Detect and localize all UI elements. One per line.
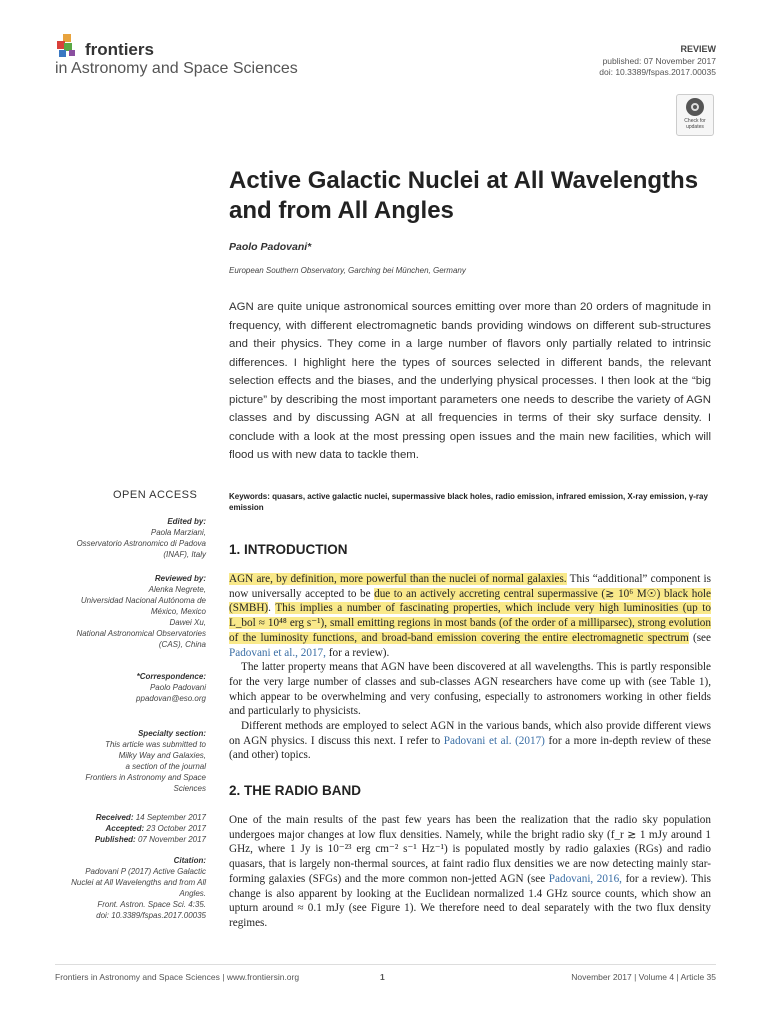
text-run: . (268, 602, 276, 615)
footer-journal[interactable]: Frontiers in Astronomy and Space Sciences | www.frontiersin.org (55, 972, 300, 982)
keywords-label: Keywords: (229, 492, 270, 501)
reviewer-line[interactable]: Dawei Xu, (169, 618, 206, 627)
published-date: published: 07 November 2017 (602, 56, 716, 66)
highlighted-text: due to an actively accreting central supermassive (≳ 10⁶ M☉) black hole (SMBH) (229, 587, 711, 615)
article-title: Active Galactic Nuclei at All Wavelengths and from All Angles (229, 167, 699, 224)
logo-wordmark[interactable]: frontiers (85, 40, 154, 59)
citation-link[interactable]: Padovani, 2016, (548, 872, 622, 885)
editor-line[interactable]: Paola Marziani, (150, 528, 206, 537)
journal-name: in Astronomy and Space Sciences (55, 60, 298, 77)
text-run: (see (688, 631, 711, 644)
edited-by-block (76, 516, 206, 560)
correspondence-block (136, 671, 206, 704)
dates-block (95, 812, 206, 845)
specialty-line: This article was submitted to (105, 740, 206, 749)
text-run: This “additional” component is now universally accepted to be (229, 573, 711, 600)
accepted-date: 23 October 2017 (146, 824, 206, 833)
citation-link[interactable]: Padovani et al., 2017, (229, 646, 326, 659)
specialty-label: Specialty section: (137, 729, 206, 738)
accepted-label: Accepted: (105, 824, 145, 833)
text-run: for a review). (325, 646, 390, 659)
specialty-block (85, 728, 206, 794)
intro-text (229, 572, 711, 763)
received-date: 14 September 2017 (135, 813, 206, 822)
page-number: 1 (380, 972, 385, 982)
highlighted-text: AGN are, by definition, more powerful than the nuclei of normal galaxies. (229, 573, 567, 585)
intro-paragraph (229, 572, 711, 660)
text-run: for a more in-depth review of these (and other) topics. (229, 734, 711, 762)
citation-line: Padovani P (2017) Active Galactic (85, 867, 206, 876)
citation-line: Front. Astron. Space Sci. 4:35. (97, 900, 206, 909)
intro-paragraph: The latter property means that AGN have been discovered at all wavelengths. This is partly responsible for the very large number of classes and sub-classes AGN researchers have come up with (see Table 1), which appear to be overwhelming and very confusing, especially to astronomers working in other fields and particularly to physicists. (229, 661, 711, 718)
published-label: Published: (94, 835, 136, 844)
intro-heading: 1. INTRODUCTION (229, 542, 348, 557)
footer-issue: November 2017 | Volume 4 | Article 35 (571, 972, 716, 982)
citation-line: Angles. (179, 889, 206, 898)
footer-divider (55, 964, 716, 965)
reviewed-by-block (76, 573, 206, 650)
abstract: AGN are quite unique astronomical sources emitting over more than 20 orders of magnitude in frequency, with different electromagnetic bands providing windows on different sub-structures and their physics. They come in a large number of flavors only partially related to intrinsic differences. I highlight here the types of sources selected in different bands, the relevant selection effects and the biases, and the underlying physical processes. I then look at the “big picture” by describing the most important parameters one needs to describe the variety of AGN classes and by discussing AGN at all frequencies in terms of their sky surface density. I conclude with a look at the most pressing open issues and the main new facilities, which will flood us with new data to tackle them. (229, 301, 711, 461)
reviewer-line: (CAS), China (158, 640, 206, 649)
check-updates-icon (686, 98, 704, 116)
radio-text (229, 813, 711, 931)
open-access-label: OPEN ACCESS (113, 489, 198, 501)
reviewer-line: Universidad Nacional Autónoma de (80, 596, 206, 605)
citation-link[interactable]: Padovani et al. (2017) (443, 734, 545, 747)
highlighted-text: This implies a number of fascinating properties, which include very high luminosities (up to L_bol ≈ 10⁴⁸ erg s⁻¹), small emitting regions in most bands (of the order of a milliparsec), strong evolution of the luminosity functions, and broad-band emission covering the entire electromagnetic spectrum (229, 602, 711, 644)
keywords-text: quasars, active galactic nuclei, supermassive black holes, radio emission, infrared emission, X-ray emission, γ-ray emission (229, 492, 708, 512)
reviewer-line: México, Mexico (150, 607, 206, 616)
check-updates-label: Check for updates (684, 118, 706, 130)
text-run: for a review). This change is also apparent by looking at the Euclidean normalized 1.4 GHz source counts, which show an upturn around ≈ 0.1 mJy (see Figure 1). We therefore need to deal separately with the two flux density regimes. (229, 872, 711, 929)
keywords (229, 491, 711, 513)
intro-paragraph (229, 719, 711, 763)
correspondence-name: Paolo Padovani (149, 683, 206, 692)
check-for-updates-button[interactable] (676, 94, 714, 136)
text-run: One of the main results of the past few years has been the realization that the radio sky population undergoes major changes at low flux densities. Namely, while the bright radio sky (f_r ≳ 1 mJy around 1 GHz, where 1 Jy is 10⁻²³ erg cm⁻² s⁻¹ Hz⁻¹) is populated mostly by radio galaxies (RGs) and radio quasars, that is largely non-thermal sources, at faint radio flux densities we are now detecting mainly star-forming galaxies (SFGs) and the more common non-jetted AGN (see (229, 814, 711, 885)
reviewer-line[interactable]: Alenka Negrete, (148, 585, 206, 594)
citation-doi[interactable]: doi: 10.3389/fspas.2017.00035 (96, 911, 206, 920)
radio-heading: 2. THE RADIO BAND (229, 783, 362, 798)
specialty-line: a section of the journal (125, 762, 206, 771)
edited-by-label: Edited by: (167, 517, 206, 526)
citation-label: Citation: (173, 856, 206, 865)
citation-block (71, 855, 206, 921)
text-run: Different methods are employed to select AGN in the various bands, which also provide different views on AGN physics. I discuss this next. I refer to (229, 720, 711, 747)
radio-paragraph (229, 813, 711, 931)
correspondence-email[interactable]: ppadovan@eso.org (136, 694, 206, 703)
affiliation: European Southern Observatory, Garching bei München, Germany (229, 266, 466, 275)
correspondence-label: *Correspondence: (136, 672, 206, 681)
published-date-sidebar: 07 November 2017 (137, 835, 206, 844)
reviewer-line: National Astronomical Observatories (76, 629, 206, 638)
editor-line: (INAF), Italy (163, 550, 206, 559)
reviewed-by-label: Reviewed by: (154, 574, 206, 583)
editor-line: Osservatorio Astronomico di Padova (76, 539, 206, 548)
publication-info (599, 56, 716, 78)
author[interactable]: Paolo Padovani* (229, 241, 312, 253)
received-label: Received: (95, 813, 134, 822)
doi[interactable]: doi: 10.3389/fspas.2017.00035 (599, 67, 716, 77)
specialty-line: Sciences (173, 784, 206, 793)
frontiers-logo-icon (55, 34, 81, 60)
specialty-line: Milky Way and Galaxies, (118, 751, 206, 760)
specialty-line: Frontiers in Astronomy and Space (85, 773, 206, 782)
citation-line: Nuclei at All Wavelengths and from All (71, 878, 206, 887)
article-type: REVIEW (680, 44, 716, 54)
